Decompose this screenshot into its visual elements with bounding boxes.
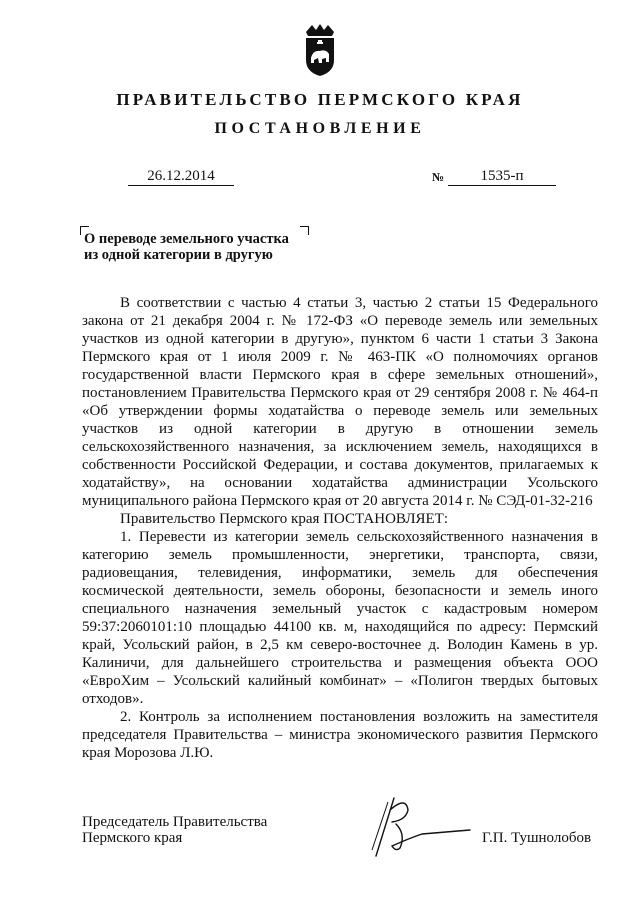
signer-title	[82, 814, 267, 846]
subject-line: О переводе земельного участка	[84, 231, 289, 247]
handwritten-signature-icon	[366, 790, 476, 860]
document-subject	[84, 231, 289, 263]
document-body	[82, 294, 598, 762]
subject-line: из одной категории в другую	[84, 247, 273, 263]
subject-bracket-right	[300, 226, 309, 235]
body-paragraph: В соответствии с частью 4 статьи 3, частью 2 статьи 15 Федерального закона от 21 декабря 2004 г. № 172-ФЗ «О переводе земель или земельных участков из одной категории в другую», пунктом 6 части 1 статьи 3 Закона Пермского края от 1 июля 2009 г. № 463-ПК «О полномочиях органов государственной власти Пермского края в сфере земельных отношений», постановлением Правительства Пермского края от 29 сентября 2008 г. № 464-п «Об утверждении формы ходатайства о переводе земель или земельных участков из одной категории в другую в отношении земель сельскохозяйственного назначения, за исключением земель, находящихся в собственности Российской Федерации, и состава документов, прилагаемых к ходатайству», на основании ходатайства администрации Усольского муниципального района Пермского края от 20 августа 2014 г. № СЭД-01-32-216	[82, 295, 598, 509]
signer-title-line: Пермского края	[82, 830, 183, 846]
number-sign: №	[432, 170, 445, 184]
document-number: 1535-п	[448, 167, 556, 186]
document-date: 26.12.2014	[128, 167, 234, 186]
body-paragraph: 1. Перевести из категории земель сельскохозяйственного назначения в категорию земель промышленности, энергетики, транспорта, связи, радиовещания, телевидения, информатики, земель для обеспечения космической деятельности, земель обороны, безопасности и земель иного специального назначения земельный участок с кадастровым номером 59:37:2060101:10 площадью 44100 кв. м, находящийся по адресу: Пермский край, Усольский район, в 2,5 км северо-восточнее д. Володин Камень в ур. Калиничи, для дальнейшего строительства и размещения объекта ООО «ЕвроХим – Усольский калийный комбинат» – «Полигон твердых бытовых отходов».	[82, 529, 598, 707]
government-title: ПРАВИТЕЛЬСТВО ПЕРМСКОГО КРАЯ	[116, 90, 524, 109]
document-type: ПОСТАНОВЛЕНИЕ	[214, 120, 426, 137]
body-paragraph: Правительство Пермского края ПОСТАНОВЛЯЕТ:	[120, 511, 449, 527]
coat-of-arms-icon	[300, 22, 340, 78]
signer-name: Г.П. Тушнолобов	[482, 830, 592, 846]
signer-title-line: Председатель Правительства	[82, 814, 268, 830]
body-paragraph: 2. Контроль за исполнением постановления возложить на заместителя председателя Правительства – министра экономического развития Пермского края Морозова Л.Ю.	[82, 709, 598, 761]
